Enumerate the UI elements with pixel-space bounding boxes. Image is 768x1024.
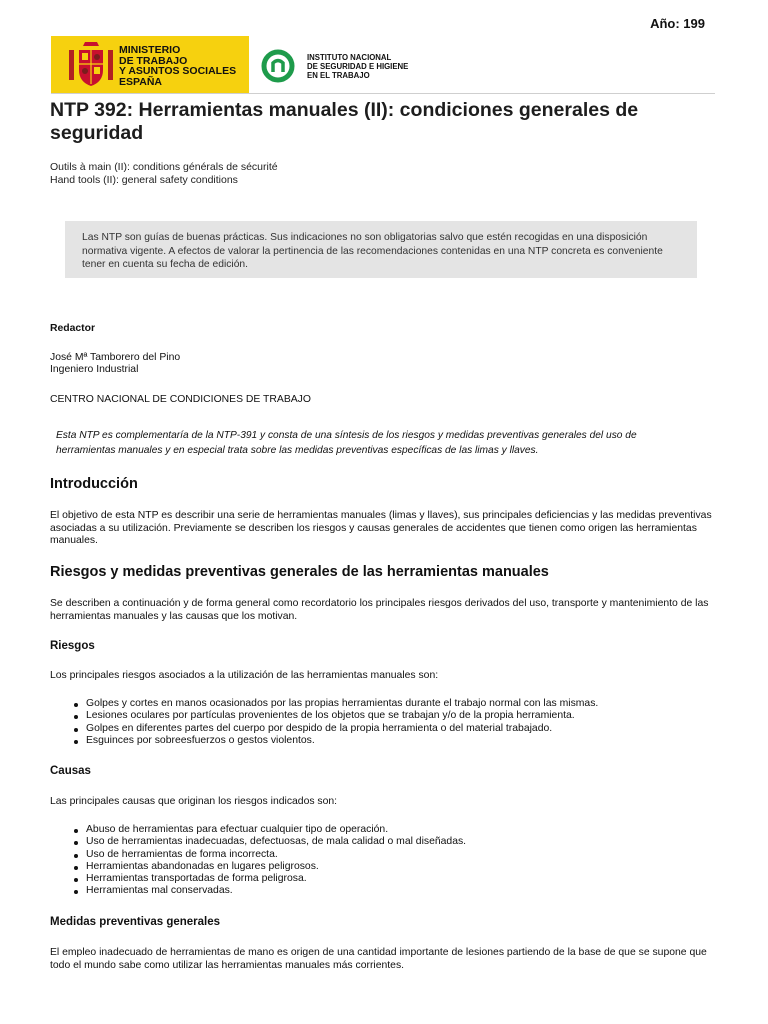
year-label: Año: 199 [650, 16, 705, 31]
author-role: Ingeniero Industrial [50, 364, 139, 375]
header-logos [51, 36, 715, 94]
ministry-line-3: Y ASUNTOS SOCIALES [119, 65, 237, 77]
risks-list [72, 698, 598, 747]
institute-emblem-icon [261, 49, 295, 83]
coat-of-arms-icon [67, 40, 115, 88]
institute-line-2: DE SEGURIDAD E HIGIENE [307, 62, 409, 71]
institute-line-1: INSTITUTO NACIONAL [307, 53, 392, 62]
summary-text: Esta NTP es complementaría de la NTP-391 y consta de una síntesis de los riesgos y medidas preventivas generales del uso de herramientas manuales y en especial trata sobre las medidas preventivas específicas de las limas y llaves. [56, 430, 637, 456]
list-item: Herramientas abandonadas en lugares peligrosos. [72, 861, 466, 873]
author-heading: Redactor [50, 323, 96, 334]
causes-intro: Las principales causas que originan los riesgos indicados son: [50, 796, 338, 807]
risks-intro: Los principales riesgos asociados a la utilización de las herramientas manuales son: [50, 670, 439, 681]
disclaimer-text: Las NTP son guías de buenas prácticas. Sus indicaciones no son obligatorias salvo que estén recogidas en una disposición normativa vigente. A efectos de valorar la pertinencia de las recomendaciones contenidas en una NTP concreta es conveniente tener en cuenta su fecha de edición. [82, 232, 663, 270]
measures-text: El empleo inadecuado de herramientas de mano es origen de una cantidad importante de lesiones partiendo de la base de que se supone que todo el mundo sabe como utilizar las herramientas manuales más corrientes. [50, 947, 707, 971]
page-title: NTP 392: Herramientas manuales (II): condiciones generales de seguridad [50, 99, 639, 144]
list-item: Uso de herramientas de forma incorrecta. [72, 849, 466, 861]
list-item: Herramientas mal conservadas. [72, 885, 466, 897]
author-name: José Mª Tamborero del Pino [50, 352, 181, 363]
causes-heading: Causas [50, 765, 91, 777]
ministry-line-4: ESPAÑA [119, 75, 162, 88]
institute-logo [253, 40, 415, 90]
institute-line-3: EN EL TRABAJO [307, 71, 370, 80]
section-risks-measures-heading: Riesgos y medidas preventivas generales de las herramientas manuales [50, 564, 549, 580]
list-item: Esguinces por sobreesfuerzos o gestos violentos. [72, 735, 598, 747]
list-item: Herramientas transportadas de forma peligrosa. [72, 873, 466, 885]
ministry-line-1: MINISTERIO [119, 44, 181, 56]
subtitles [50, 161, 278, 187]
risks-heading: Riesgos [50, 640, 95, 652]
list-item: Uso de herramientas inadecuadas, defectuosas, de mala calidad o mal diseñadas. [72, 836, 466, 848]
measures-heading: Medidas preventivas generales [50, 916, 221, 928]
disclaimer-box [65, 221, 697, 278]
section-risks-measures-text: Se describen a continuación y de forma general como recordatorio los principales riesgos derivados del uso, transporte y mantenimiento de las herramientas manuales y las causas que los motivan. [50, 598, 709, 622]
list-item: Abuso de herramientas para efectuar cualquier tipo de operación. [72, 824, 466, 836]
ministry-logo [51, 36, 249, 93]
list-item: Golpes en diferentes partes del cuerpo por despido de la propia herramienta o del material trabajado. [72, 723, 598, 735]
intro-text: El objetivo de esta NTP es describir una serie de herramientas manuales (limas y llaves), sus principales deficiencias y las medidas preventivas asociadas a su utilización. Previamente se describen los riesgos y causas generales de accidentes que tienen como origen las herramientas manuales. [50, 510, 712, 546]
list-item: Lesiones oculares por partículas provenientes de los objetos que se trabajan y/o de la propia herramienta. [72, 710, 598, 722]
list-item: Golpes y cortes en manos ocasionados por las propias herramientas durante el trabajo normal con las mismas. [72, 698, 598, 710]
subtitle-english: Hand tools (II): general safety conditions [50, 174, 238, 186]
author-center: CENTRO NACIONAL DE CONDICIONES DE TRABAJO [50, 394, 311, 405]
intro-heading: Introducción [50, 476, 138, 492]
subtitle-french: Outils à main (II): conditions générals de sécurité [50, 161, 278, 173]
ministry-line-2: DE TRABAJO [119, 54, 188, 67]
causes-list [72, 824, 466, 898]
